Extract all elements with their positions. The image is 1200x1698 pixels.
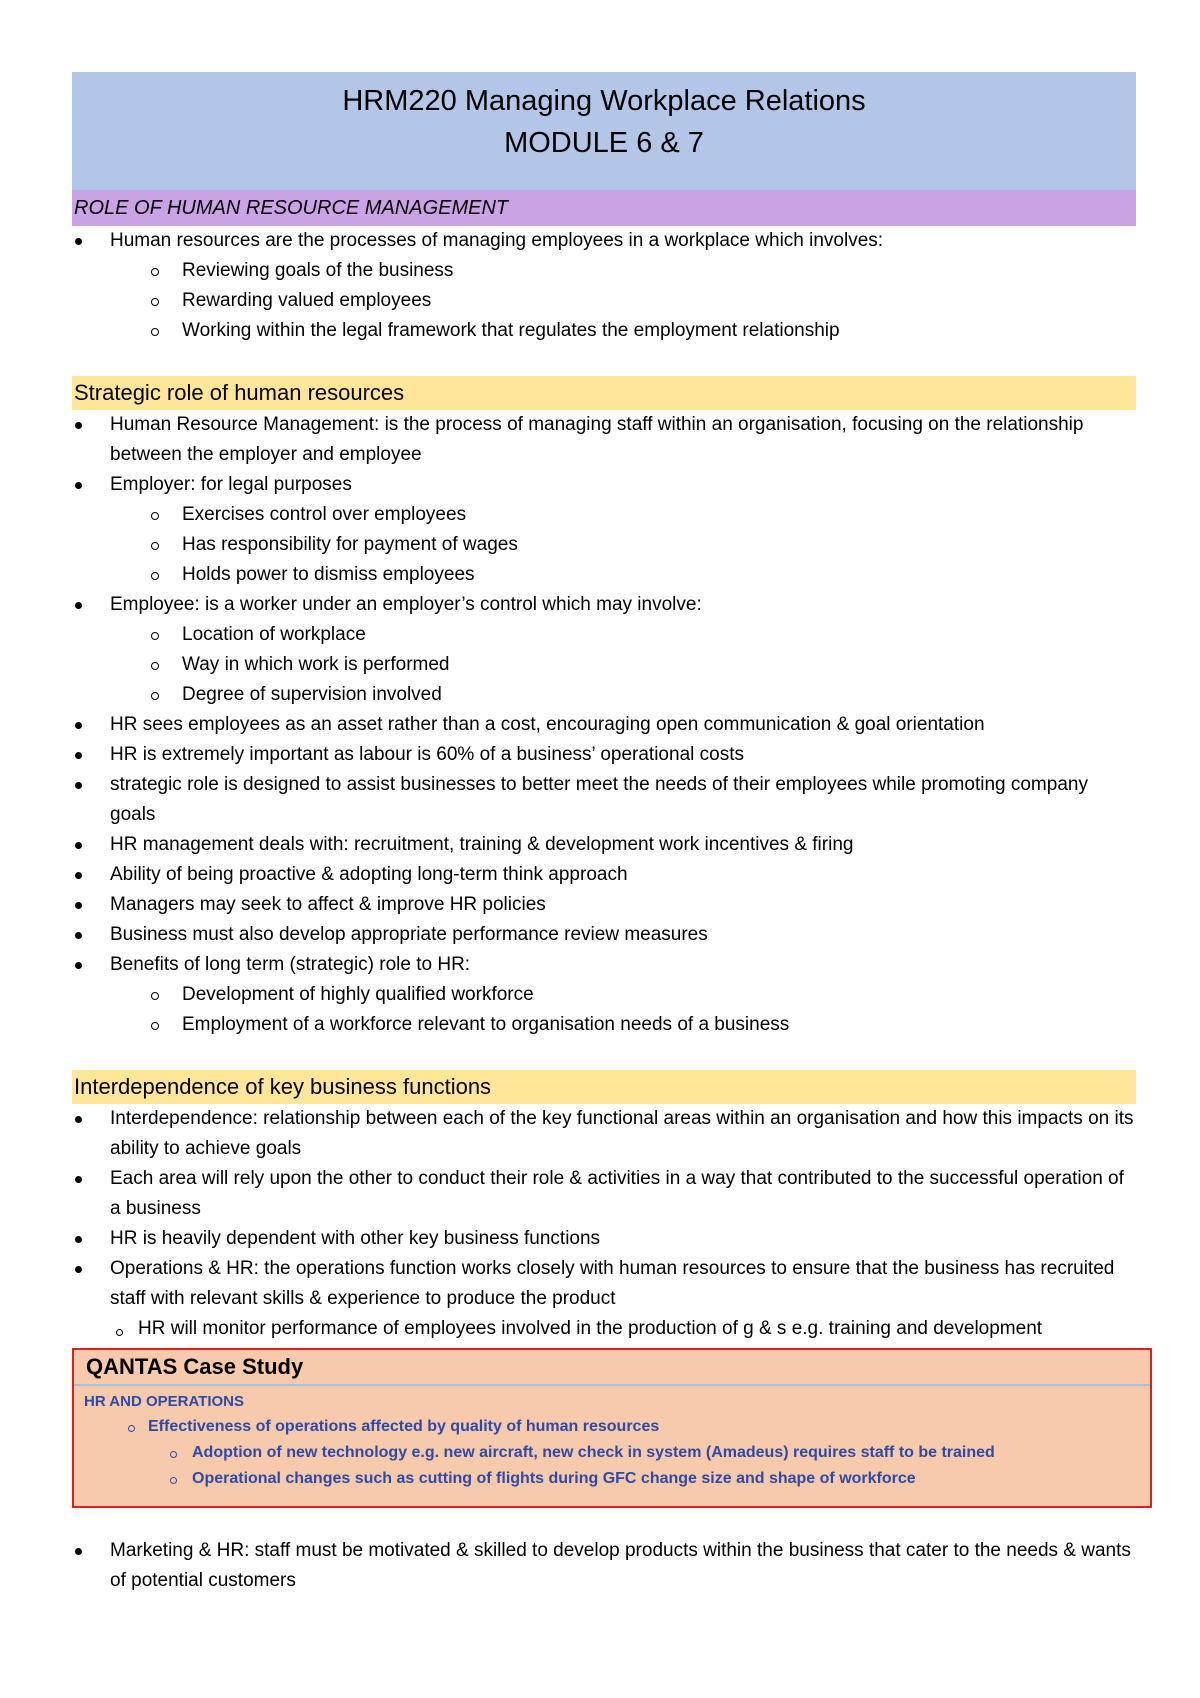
- list-item: Employee: is a worker under an employer’s control which may involve:: [72, 590, 1136, 620]
- marketing-list: [72, 1536, 1136, 1596]
- list-item: Managers may seek to affect & improve HR policies: [72, 890, 1136, 920]
- case-study-body: [74, 1386, 1150, 1492]
- case-study-item: Effectiveness of operations affected by quality of human resources: [84, 1414, 1150, 1440]
- case-study-box: [72, 1348, 1152, 1508]
- case-study-title: QANTAS Case Study: [74, 1350, 1150, 1386]
- case-study-subheading: HR AND OPERATIONS: [84, 1393, 245, 1410]
- strategic-section-heading: Strategic role of human resources: [72, 376, 1136, 410]
- list-item: Reviewing goals of the business: [72, 256, 1136, 286]
- list-item: HR is extremely important as labour is 60% of a business’ operational costs: [72, 740, 1136, 770]
- list-item: HR sees employees as an asset rather than a cost, encouraging open communication & goal orientation: [72, 710, 1136, 740]
- document-title: HRM220 Managing Workplace Relations: [342, 85, 866, 117]
- list-item: Interdependence: relationship between each of the key functional areas within an organisation and how this impacts on its ability to achieve goals: [72, 1104, 1136, 1164]
- list-item: HR management deals with: recruitment, training & development work incentives & firing: [72, 830, 1136, 860]
- list-item: Employment of a workforce relevant to organisation needs of a business: [72, 1010, 1136, 1040]
- list-item: strategic role is designed to assist businesses to better meet the needs of their employees while promoting company goals: [72, 770, 1136, 830]
- list-item: Location of workplace: [72, 620, 1136, 650]
- interdependence-section-heading: Interdependence of key business functions: [72, 1070, 1136, 1104]
- list-item: Human resources are the processes of managing employees in a workplace which involves:: [72, 226, 1136, 256]
- case-study-item: Operational changes such as cutting of flights during GFC change size and shape of workforce: [84, 1466, 1150, 1492]
- module-label: MODULE 6 & 7: [504, 127, 704, 159]
- interdependence-list: [72, 1104, 1136, 1344]
- list-item: Exercises control over employees: [72, 500, 1136, 530]
- list-item: Employer: for legal purposes: [72, 470, 1136, 500]
- list-item: Holds power to dismiss employees: [72, 560, 1136, 590]
- list-item: HR will monitor performance of employees involved in the production of g & s e.g. training and development: [72, 1314, 1136, 1344]
- role-section-heading: ROLE OF HUMAN RESOURCE MANAGEMENT: [72, 190, 1136, 226]
- list-item: Development of highly qualified workforce: [72, 980, 1136, 1010]
- list-item: Way in which work is performed: [72, 650, 1136, 680]
- list-item: Degree of supervision involved: [72, 680, 1136, 710]
- role-list: [72, 226, 1136, 346]
- list-item: Each area will rely upon the other to conduct their role & activities in a way that contributed to the successful operation of a business: [72, 1164, 1136, 1224]
- list-item: Ability of being proactive & adopting long-term think approach: [72, 860, 1136, 890]
- document-page: [72, 72, 1136, 1596]
- list-item: Marketing & HR: staff must be motivated & skilled to develop products within the business that cater to the needs & wants of potential customers: [72, 1536, 1136, 1596]
- title-block: [72, 72, 1136, 190]
- list-item: HR is heavily dependent with other key business functions: [72, 1224, 1136, 1254]
- case-study-item: Adoption of new technology e.g. new aircraft, new check in system (Amadeus) requires staff to be trained: [84, 1440, 1150, 1466]
- list-item: Has responsibility for payment of wages: [72, 530, 1136, 560]
- list-item: Working within the legal framework that regulates the employment relationship: [72, 316, 1136, 346]
- list-item: Business must also develop appropriate performance review measures: [72, 920, 1136, 950]
- list-item: Benefits of long term (strategic) role to HR:: [72, 950, 1136, 980]
- list-item: Human Resource Management: is the process of managing staff within an organisation, focusing on the relationship between the employer and employee: [72, 410, 1136, 470]
- list-item: Operations & HR: the operations function works closely with human resources to ensure that the business has recruited staff with relevant skills & experience to produce the product: [72, 1254, 1136, 1314]
- list-item: Rewarding valued employees: [72, 286, 1136, 316]
- strategic-list: [72, 410, 1136, 1040]
